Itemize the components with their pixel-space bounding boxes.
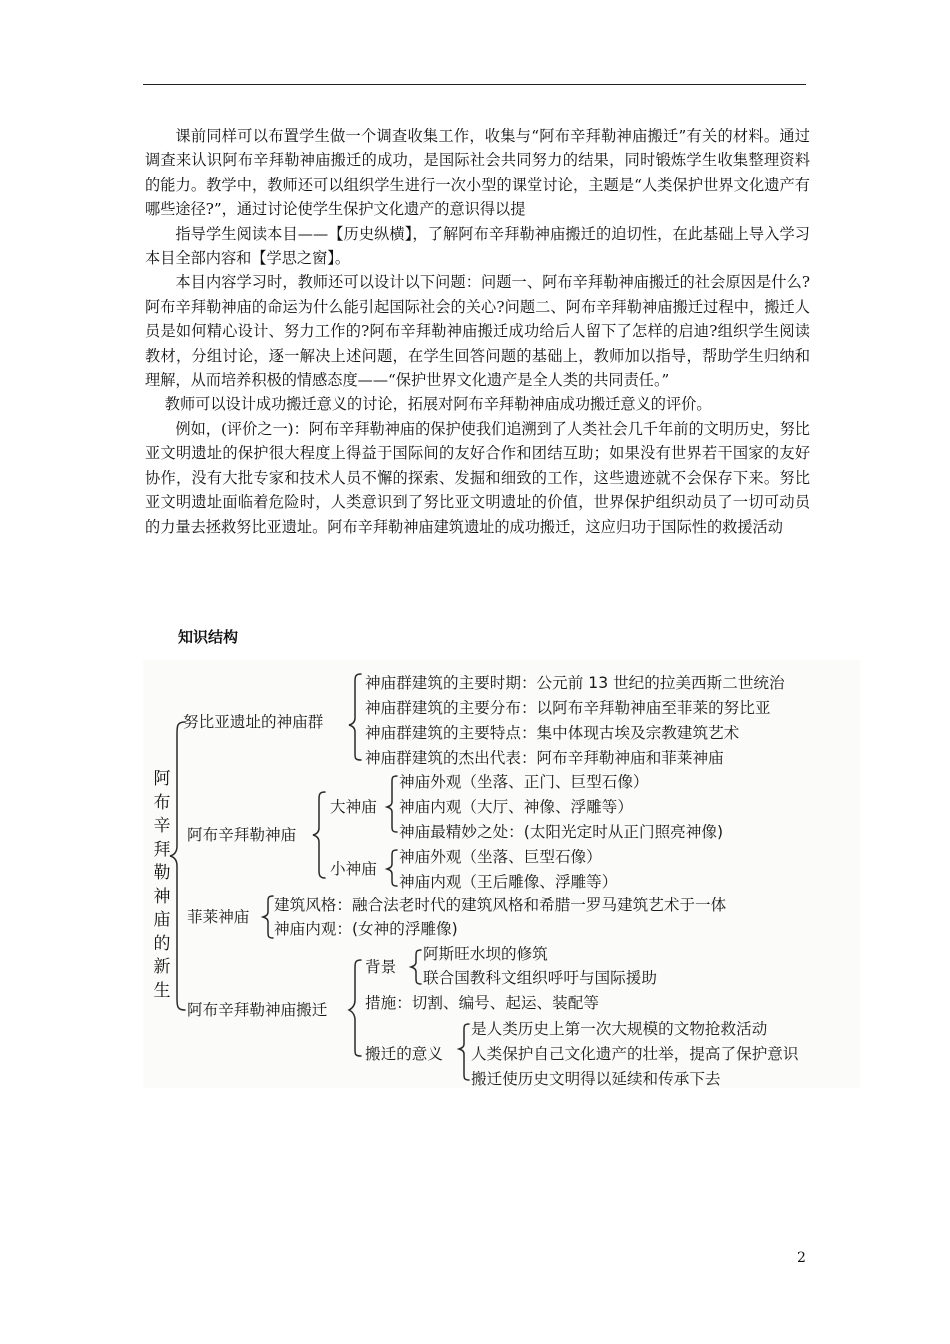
nubia-item: 神庙群建筑的主要时期：公元前 13 世纪的拉美西斯二世统治 — [365, 674, 785, 692]
background-item: 联合国教科文组织呼吁与国际援助 — [423, 969, 657, 987]
philae-brace — [263, 896, 273, 938]
background-brace — [411, 950, 421, 984]
branch-philae: 菲莱神庙 — [187, 908, 250, 926]
paragraph-2: 指导学生阅读本目——【历史纵横】，了解阿布辛拜勒神庙搬迁的迫切性，在此基础上导入学习本目全部内容和【学思之窗】。 — [145, 224, 810, 268]
meaning-brace — [459, 1024, 469, 1080]
meaning-item: 是人类历史上第一次大规模的文物抢救活动 — [471, 1020, 768, 1038]
meaning-label: 搬迁的意义 — [365, 1045, 443, 1063]
nubia-item: 神庙群建筑的杰出代表：阿布辛拜勒神庙和菲莱神庙 — [365, 749, 724, 767]
big-temple-item: 神庙最精妙之处：(太阳光定时从正门照亮神像) — [399, 823, 724, 841]
philae-item: 神庙内观：(女神的浮雕像) — [274, 920, 458, 938]
paragraph-1: 课前同样可以布置学生做一个调查收集工作，收集与“阿布辛拜勒神庙搬迁”有关的材料。通过调查来认识阿布辛拜勒神庙搬迁的成功，是国际社会共同努力的结果，同时锻炼学生收集整理资料的能力。教学中，教师还可以组织学生进行一次小型的课堂讨论，主题是“人类保护世界文化遗产有哪些途径?”，通过讨论使学生保护文化遗产的意识得以提 — [145, 127, 810, 219]
big-temple-brace — [387, 776, 397, 832]
small-temple-item: 神庙外观（坐落、巨型石像） — [399, 848, 602, 866]
big-temple-item: 神庙外观（坐落、正门、巨型石像） — [399, 773, 649, 791]
relocation-brace — [349, 960, 361, 1056]
paragraph-3: 本目内容学习时，教师还可以设计以下问题：问题一、阿布辛拜勒神庙搬迁的社会原因是什么?阿布辛拜勒神庙的命运为什么能引起国际社会的关心?问题二、阿布辛拜勒神庙搬迁过程中，搬迁人员是如何精心设计、努力工作的?阿布辛拜勒神庙搬迁成功给后人留下了怎样的启迪?组织学生阅读教材，分组讨论，逐一解决上述问题，在学生回答问题的基础上，教师加以指导，帮助学生归纳和理解，从而培养积极的情感态度——“保护世界文化遗产是全人类的共同责任。” — [145, 273, 810, 390]
section-heading: 知识结构 — [178, 628, 239, 646]
diagram-root-title: 阿布辛拜勒神庙的新生 — [153, 769, 171, 1001]
b2-brace — [313, 792, 325, 878]
b1-brace — [349, 674, 361, 760]
paragraph-5: 例如，(评价之一)：阿布辛拜勒神庙的保护使我们追溯到了人类社会几千年前的文明历史，努比亚文明遗址的保护很大程度上得益于国际间的友好合作和团结互助；如果没有世界若干国家的友好协作，没有大批专家和技术人员不懈的探索、发掘和细致的工作，这些遗迹就不会保存下来。努比亚文明遗址面临着危险时，人类意识到了努比亚文明遗址的价值，世界保护组织动员了一切可动员的力量去拯救努比亚遗址。阿布辛拜勒神庙建筑遗址的成功搬迁，这应归功于国际性的救援活动 — [145, 419, 810, 536]
page-number: 2 — [797, 1250, 806, 1266]
body-text — [145, 124, 810, 539]
background-label: 背景 — [365, 958, 397, 976]
small-temple-item: 神庙内观（王后雕像、浮雕等） — [399, 873, 618, 891]
philae-item: 建筑风格：融合法老时代的建筑风格和希腊一罗马建筑艺术于一体 — [274, 896, 727, 914]
background-item: 阿斯旺水坝的修筑 — [423, 945, 548, 963]
small-temple-label: 小神庙 — [330, 860, 377, 878]
nubia-item: 神庙群建筑的主要特点：集中体现古埃及宗教建筑艺术 — [365, 724, 740, 742]
measures: 措施：切割、编号、起运、装配等 — [365, 994, 599, 1012]
knowledge-structure-diagram — [143, 660, 860, 1088]
nubia-item: 神庙群建筑的主要分布：以阿布辛拜勒神庙至菲莱的努比亚 — [365, 699, 771, 717]
big-temple-label: 大神庙 — [330, 798, 377, 816]
meaning-item: 搬迁使历史文明得以延续和传承下去 — [471, 1070, 721, 1088]
header-rule — [143, 84, 806, 85]
meaning-item: 人类保护自己文化遗产的壮举，提高了保护意识 — [471, 1045, 799, 1063]
paragraph-4: 教师可以设计成功搬迁意义的讨论，拓展对阿布辛拜勒神庙成功搬迁意义的评价。 — [164, 395, 712, 414]
branch-relocation: 阿布辛拜勒神庙搬迁 — [187, 1001, 328, 1019]
branch-abu-simbel: 阿布辛拜勒神庙 — [187, 826, 297, 844]
big-temple-item: 神庙内观（大厅、神像、浮雕等） — [399, 798, 633, 816]
small-temple-brace — [387, 850, 397, 886]
branch-nubia: 努比亚遗址的神庙群 — [183, 713, 324, 731]
